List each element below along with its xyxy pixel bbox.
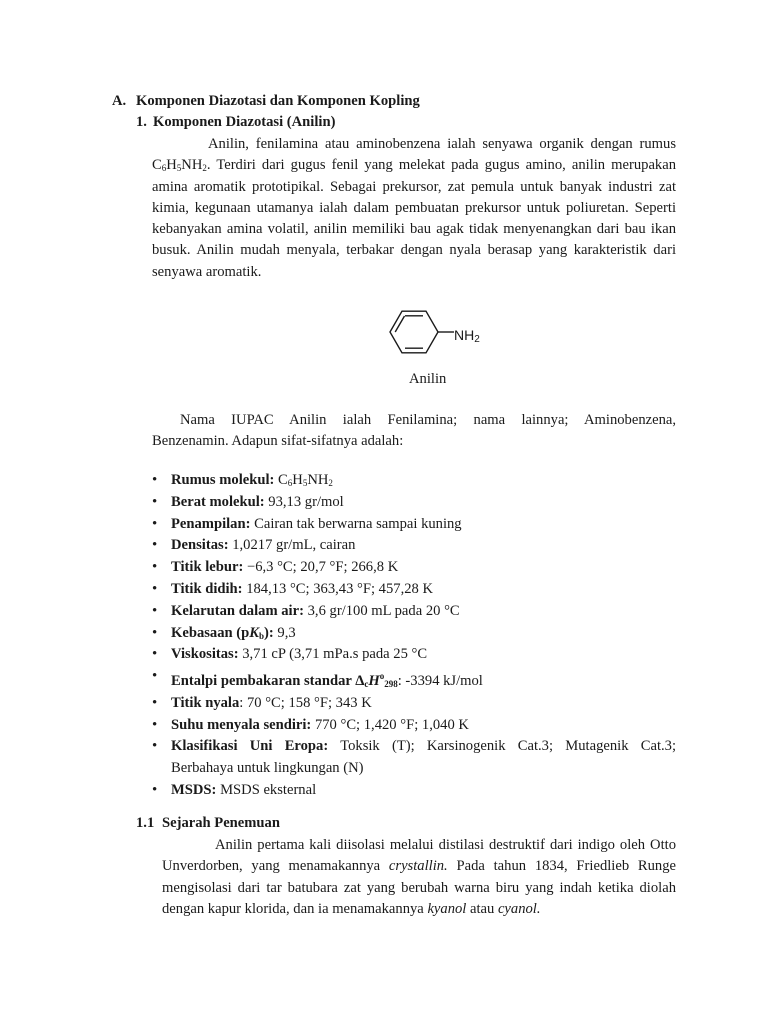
- property-list: [152, 470, 676, 802]
- key-part: ):: [264, 624, 274, 641]
- formula-c: C: [152, 157, 162, 174]
- section-a-heading: [112, 93, 126, 110]
- nh2-label: [454, 327, 480, 343]
- list-item: [152, 601, 676, 623]
- subsection-1-label: 1.: [136, 114, 147, 130]
- history-text: Unverdorben, yang menamakannya: [162, 858, 389, 875]
- property-value: H: [292, 472, 303, 488]
- history-line: [162, 899, 676, 920]
- property-value: 93,13 gr/mol: [268, 493, 344, 510]
- formula-sub: 2: [328, 478, 333, 488]
- subsection-1-1-title: Sejarah Penemuan: [162, 815, 280, 831]
- history-line: mengisolasi dari tar batubara zat yang berubah warna biru yang indah ketika diolah: [162, 879, 676, 896]
- property-value: Toksik (T); Karsinogenik Cat.3; Mutagenik Cat.3;: [340, 738, 676, 755]
- property-value: : 70 °C; 158 °F; 343 K: [239, 694, 372, 711]
- property-value: 9,3: [277, 624, 296, 641]
- subsection-1-title: Komponen Diazotasi (Anilin): [153, 114, 336, 130]
- intro-line: busuk. Anilin mudah menyala, terbakar dengan nyala berasap yang karakteristik dari: [152, 242, 676, 259]
- formula-sub: 6: [287, 478, 293, 488]
- iupac-line: Benzenamin. Adapun sifat-sifatnya adalah:: [152, 433, 404, 450]
- history-text: atau: [466, 900, 498, 917]
- property-value: Cairan tak berwarna sampai kuning: [254, 515, 462, 532]
- key-part: H: [368, 673, 380, 690]
- list-item: [152, 693, 676, 715]
- formula-sub: 6: [161, 163, 167, 174]
- property-key: Viskositas:: [171, 646, 239, 663]
- property-value: C: [278, 472, 288, 488]
- section-a-title: Komponen Diazotasi dan Komponen Kopling: [136, 93, 420, 109]
- history-text: dengan kapur klorida, dan ia menamakannya: [162, 900, 428, 917]
- property-key: Penampilan:: [171, 515, 251, 532]
- property-key: [171, 673, 398, 689]
- list-item: [152, 780, 676, 802]
- property-value: 3,71 cP (3,71 mPa.s pada 25 °C: [242, 646, 428, 663]
- property-value: : -3394 kJ/mol: [397, 673, 483, 690]
- list-item: [152, 715, 676, 737]
- list-item: [152, 492, 676, 514]
- property-key: Titik didih:: [171, 580, 243, 597]
- intro-paragraph: [152, 134, 676, 283]
- property-key: Klasifikasi Uni Eropa:: [171, 738, 329, 755]
- section-a-label: A.: [112, 93, 127, 109]
- property-key: [171, 625, 274, 641]
- history-line: [162, 856, 676, 877]
- history-emphasis: kyanol: [427, 900, 467, 917]
- property-key: Kelarutan dalam air:: [171, 602, 304, 619]
- key-sup: o: [379, 671, 385, 682]
- list-item: [152, 535, 676, 557]
- key-sub: 298: [384, 679, 398, 690]
- property-key: MSDS:: [171, 782, 217, 799]
- list-item: [152, 736, 676, 780]
- history-paragraph: [162, 835, 676, 920]
- key-part: Kebasaan (p: [171, 624, 250, 641]
- key-sub: c: [364, 679, 369, 690]
- intro-line: senyawa aromatik.: [152, 263, 262, 280]
- list-item: [152, 623, 676, 645]
- history-text: Pada tahun 1834, Friedlieb Runge: [447, 858, 676, 875]
- formula-h: H: [166, 157, 177, 174]
- property-value: MSDS eksternal: [220, 782, 317, 799]
- key-part: Entalpi pembakaran standar Δ: [171, 673, 365, 690]
- property-key: Titik lebur:: [171, 559, 244, 576]
- nh-sub: 2: [474, 334, 480, 345]
- structure-caption: Anilin: [409, 371, 447, 387]
- property-value: Berbahaya untuk lingkungan (N): [171, 760, 364, 777]
- intro-line: [152, 155, 676, 176]
- nh-text: NH: [454, 327, 475, 343]
- subsection-1-1-label: 1.1: [136, 815, 155, 831]
- intro-line: amina aromatik prototipikal. Sebagai prekursor, zat pemula untuk banyak industri zat: [152, 178, 676, 195]
- key-sub: b: [259, 630, 265, 641]
- formula-sub: 2: [202, 163, 207, 174]
- iupac-paragraph: [152, 410, 676, 453]
- list-item: [152, 644, 676, 666]
- intro-line: kebanyakan amina volatil, anilin memiliki bau agak tidak menyenangkan dari bau ikan: [152, 221, 676, 238]
- property-value: −6,3 °C; 20,7 °F; 266,8 K: [246, 559, 399, 576]
- property-key: Titik nyala: [171, 694, 240, 711]
- property-key: Densitas:: [171, 537, 229, 554]
- property-key: Suhu menyala sendiri:: [171, 716, 312, 733]
- list-item: [152, 557, 676, 579]
- property-value: 3,6 gr/100 mL pada 20 °C: [307, 602, 460, 619]
- property-key: Rumus molekul:: [171, 472, 275, 488]
- intro-line: kimia, kegunaan utamanya ialah dalam pembuatan prekursor untuk poliuretan. Seperti: [152, 199, 676, 216]
- intro-text: . Terdiri dari gugus fenil yang melekat pada gugus amino, anilin merupakan: [206, 157, 676, 174]
- formula-sub: 5: [302, 478, 308, 488]
- formula-sub: 5: [176, 163, 182, 174]
- property-value: 770 °C; 1,420 °F; 1,040 K: [314, 716, 469, 733]
- property-value: 1,0217 gr/mL, cairan: [232, 537, 356, 554]
- list-item: [152, 579, 676, 601]
- list-item: [152, 666, 676, 693]
- benzene-ring: [390, 311, 438, 353]
- history-line: Anilin pertama kali diisolasi melalui distilasi destruktif dari indigo oleh Otto: [215, 837, 676, 853]
- property-value: 184,13 °C; 363,43 °F; 457,28 K: [246, 580, 433, 597]
- history-emphasis: cyanol.: [497, 900, 541, 917]
- list-item: [152, 470, 676, 492]
- formula-nh: NH: [181, 157, 203, 174]
- iupac-line: Nama IUPAC Anilin ialah Fenilamina; nama lainnya; Aminobenzena,: [180, 412, 676, 428]
- key-part: K: [249, 624, 259, 641]
- history-emphasis: crystallin.: [388, 858, 448, 875]
- property-value: NH: [307, 472, 329, 488]
- property-line: [171, 736, 676, 758]
- intro-line: Anilin, fenilamina atau aminobenzena ialah senyawa organik dengan rumus: [208, 136, 676, 152]
- list-item: [152, 514, 676, 536]
- property-key: Berat molekul:: [171, 493, 265, 510]
